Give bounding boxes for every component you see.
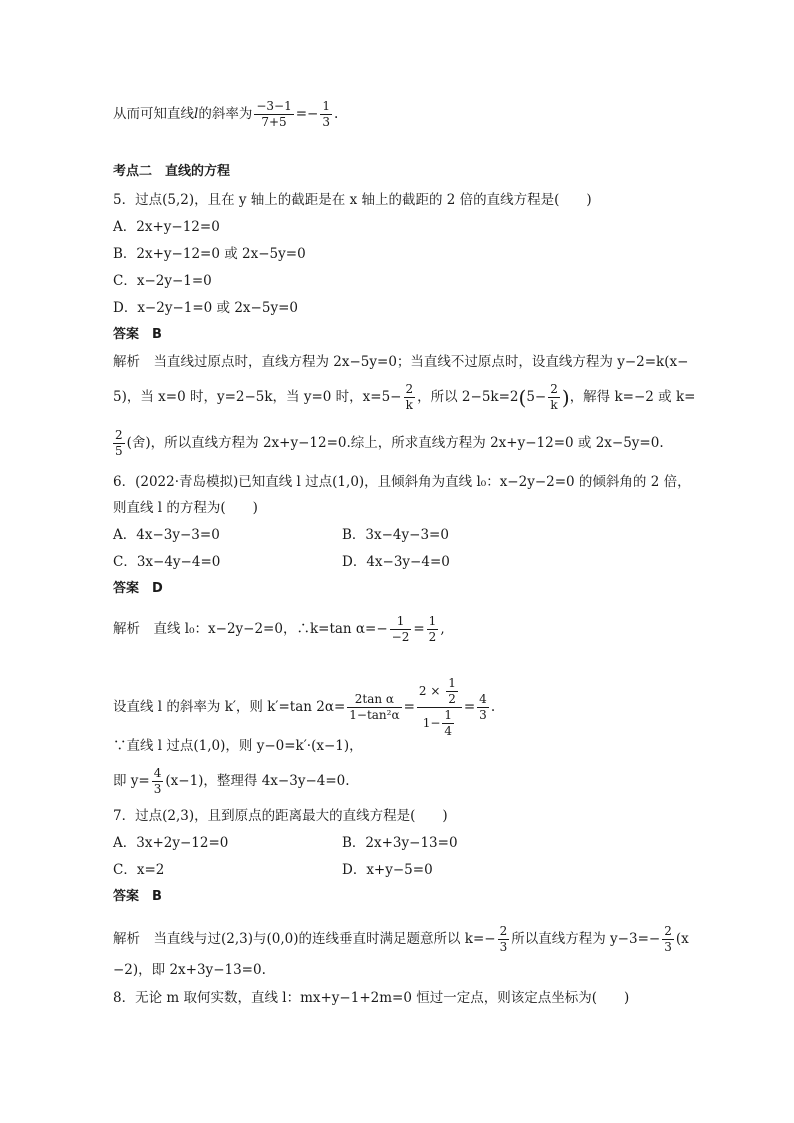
numerator: 2 bbox=[664, 924, 672, 938]
text: (x bbox=[675, 931, 689, 947]
q7-options-row1 bbox=[113, 833, 458, 853]
fraction bbox=[662, 924, 674, 955]
denominator: 3 bbox=[664, 940, 672, 954]
fraction bbox=[320, 99, 332, 130]
q7-solution-line2: −2)，即 2x+3y−13=0. bbox=[113, 962, 266, 978]
q6-solution-line3: ∵直线 l 过点(1,0)，则 y−0=k′·(x−1)， bbox=[113, 738, 363, 754]
text: = bbox=[413, 621, 425, 637]
q7-option-c: C．x=2 bbox=[113, 862, 165, 878]
q6-options-row1 bbox=[113, 525, 449, 545]
numerator: 1 bbox=[322, 99, 330, 113]
text: . bbox=[333, 106, 339, 122]
text: (x−1)，整理得 4x−3y−4=0. bbox=[165, 773, 350, 789]
denominator: 1−tan²α bbox=[349, 708, 400, 722]
denominator: 7+5 bbox=[261, 115, 287, 129]
compound-fraction bbox=[417, 676, 462, 739]
denominator: −2 bbox=[391, 630, 410, 644]
fraction bbox=[254, 99, 293, 130]
text: 解析 当直线与过(2,3)与(0,0)的连线垂直时满足题意所以 k=− bbox=[113, 931, 496, 947]
question-5-stem: 5．过点(5,2)，且在 y 轴上的截距是在 x 轴上的截距的 2 倍的直线方程是( ) bbox=[113, 192, 592, 208]
fraction bbox=[347, 692, 401, 723]
q6-option-b: B．3x−4y−3=0 bbox=[342, 527, 449, 543]
q6-options-row2 bbox=[113, 552, 450, 572]
numerator: 2 bbox=[405, 382, 414, 396]
fraction bbox=[390, 614, 412, 645]
text: 解析 直线 l₀：x−2y−2=0，∴k=tan α=− bbox=[113, 621, 388, 637]
q7-options-row2 bbox=[113, 860, 433, 880]
fraction bbox=[404, 382, 416, 413]
text: 2 × bbox=[418, 684, 445, 698]
q5-option-d: D．x−2y−1=0 或 2x−5y=0 bbox=[113, 300, 298, 316]
denominator: 3 bbox=[322, 115, 330, 129]
text: = bbox=[463, 699, 476, 715]
numerator: 1 bbox=[448, 676, 456, 690]
fraction bbox=[498, 924, 510, 955]
numerator: 2 bbox=[115, 428, 123, 442]
denominator: 5 bbox=[115, 444, 123, 458]
numerator bbox=[417, 676, 462, 708]
text: 即 y= bbox=[113, 773, 150, 789]
numerator: 2 bbox=[550, 382, 558, 396]
text: ，解得 k=−2 或 k= bbox=[569, 389, 696, 405]
q5-option-a: A．2x+y−12=0 bbox=[113, 219, 220, 235]
numerator: 1 bbox=[444, 708, 453, 722]
fraction bbox=[113, 428, 125, 459]
fraction bbox=[152, 766, 164, 797]
q6-answer: 答案 D bbox=[113, 581, 163, 596]
numerator: 4 bbox=[479, 692, 487, 706]
q5-solution-line1: 解析 当直线过原点时，直线方程为 2x−5y=0；当直线不过原点时，设直线方程为 y−2=k(x− bbox=[113, 354, 689, 370]
q5-option-c: C．x−2y−1=0 bbox=[113, 273, 212, 289]
text: 所以直线方程为 y−3=− bbox=[511, 931, 661, 947]
text: = bbox=[403, 699, 415, 715]
question-7-stem: 7．过点(2,3)，且到原点的距离最大的直线方程是( ) bbox=[113, 808, 448, 824]
denominator: k bbox=[405, 398, 413, 412]
text: 1− bbox=[422, 716, 441, 730]
q7-option-b: B．2x+3y−13=0 bbox=[342, 835, 458, 851]
q6-option-a: A．4x−3y−3=0 bbox=[113, 527, 220, 543]
top-conclusion bbox=[113, 99, 338, 130]
numerator: 4 bbox=[153, 766, 162, 780]
q5-solution-line3 bbox=[113, 428, 664, 459]
numerator: 2 bbox=[499, 924, 508, 938]
fraction bbox=[427, 614, 439, 645]
text: 设直线 l 的斜率为 k′，则 k′=tan 2α= bbox=[113, 699, 346, 715]
denominator: 4 bbox=[444, 724, 453, 738]
denominator bbox=[417, 708, 462, 739]
paren: ( bbox=[518, 385, 527, 410]
text: 5− bbox=[526, 389, 547, 405]
denominator: 3 bbox=[153, 782, 162, 796]
paren: ) bbox=[561, 385, 570, 410]
fraction bbox=[442, 708, 454, 739]
q5-option-b: B．2x+y−12=0 或 2x−5y=0 bbox=[113, 246, 306, 262]
text: (舍)，所以直线方程为 2x+y−12=0.综上，所求直线方程为 2x+y−12=0 或 2x−5y=0. bbox=[126, 435, 664, 451]
text: =− bbox=[295, 106, 319, 122]
text: . bbox=[490, 699, 496, 715]
question-6-stem-1: 6．(2022·青岛模拟)已知直线 l 过点(1,0)，且倾斜角为直线 l₀：x−2y−2=0 的倾斜角的 2 倍， bbox=[113, 474, 691, 490]
q6-option-c: C．3x−4y−4=0 bbox=[113, 554, 221, 570]
denominator: k bbox=[550, 398, 558, 412]
q6-solution-line2 bbox=[113, 676, 495, 739]
denominator: 2 bbox=[448, 692, 456, 706]
q6-solution-line4 bbox=[113, 766, 350, 797]
q7-option-a: A．3x+2y−12=0 bbox=[113, 835, 229, 851]
var-l: l bbox=[194, 106, 199, 122]
section-title: 考点二 直线的方程 bbox=[113, 164, 231, 179]
numerator: 1 bbox=[428, 614, 437, 628]
question-8-stem: 8．无论 m 取何实数，直线 l：mx+y−1+2m=0 恒过一定点，则该定点坐标为( ) bbox=[113, 990, 630, 1006]
denominator: 3 bbox=[499, 940, 508, 954]
numerator: 2tan α bbox=[347, 692, 401, 708]
q6-option-d: D．4x−3y−4=0 bbox=[342, 554, 450, 570]
numerator: −3−1 bbox=[256, 99, 292, 113]
fraction bbox=[548, 382, 560, 413]
text: , bbox=[440, 621, 445, 637]
question-6-stem-2: 则直线 l 的方程为( ) bbox=[113, 500, 258, 516]
text: 5)，当 x=0 时，y=2−5k，当 y=0 时，x=5− bbox=[113, 389, 402, 405]
fraction bbox=[446, 676, 458, 707]
denominator: 2 bbox=[428, 630, 437, 644]
q7-option-d: D．x+y−5=0 bbox=[342, 862, 433, 878]
q7-solution-line1 bbox=[113, 924, 689, 955]
text: 的斜率为 bbox=[198, 106, 253, 122]
fraction bbox=[477, 692, 489, 723]
text: ，所以 2−5k=2 bbox=[417, 389, 519, 405]
q7-answer: 答案 B bbox=[113, 889, 162, 904]
q5-solution-line2 bbox=[113, 382, 695, 413]
q6-solution-line1 bbox=[113, 614, 445, 645]
numerator: 1 bbox=[390, 614, 412, 630]
denominator: 3 bbox=[479, 708, 487, 722]
text: 从而可知直线 bbox=[113, 106, 194, 122]
q5-answer: 答案 B bbox=[113, 327, 162, 342]
